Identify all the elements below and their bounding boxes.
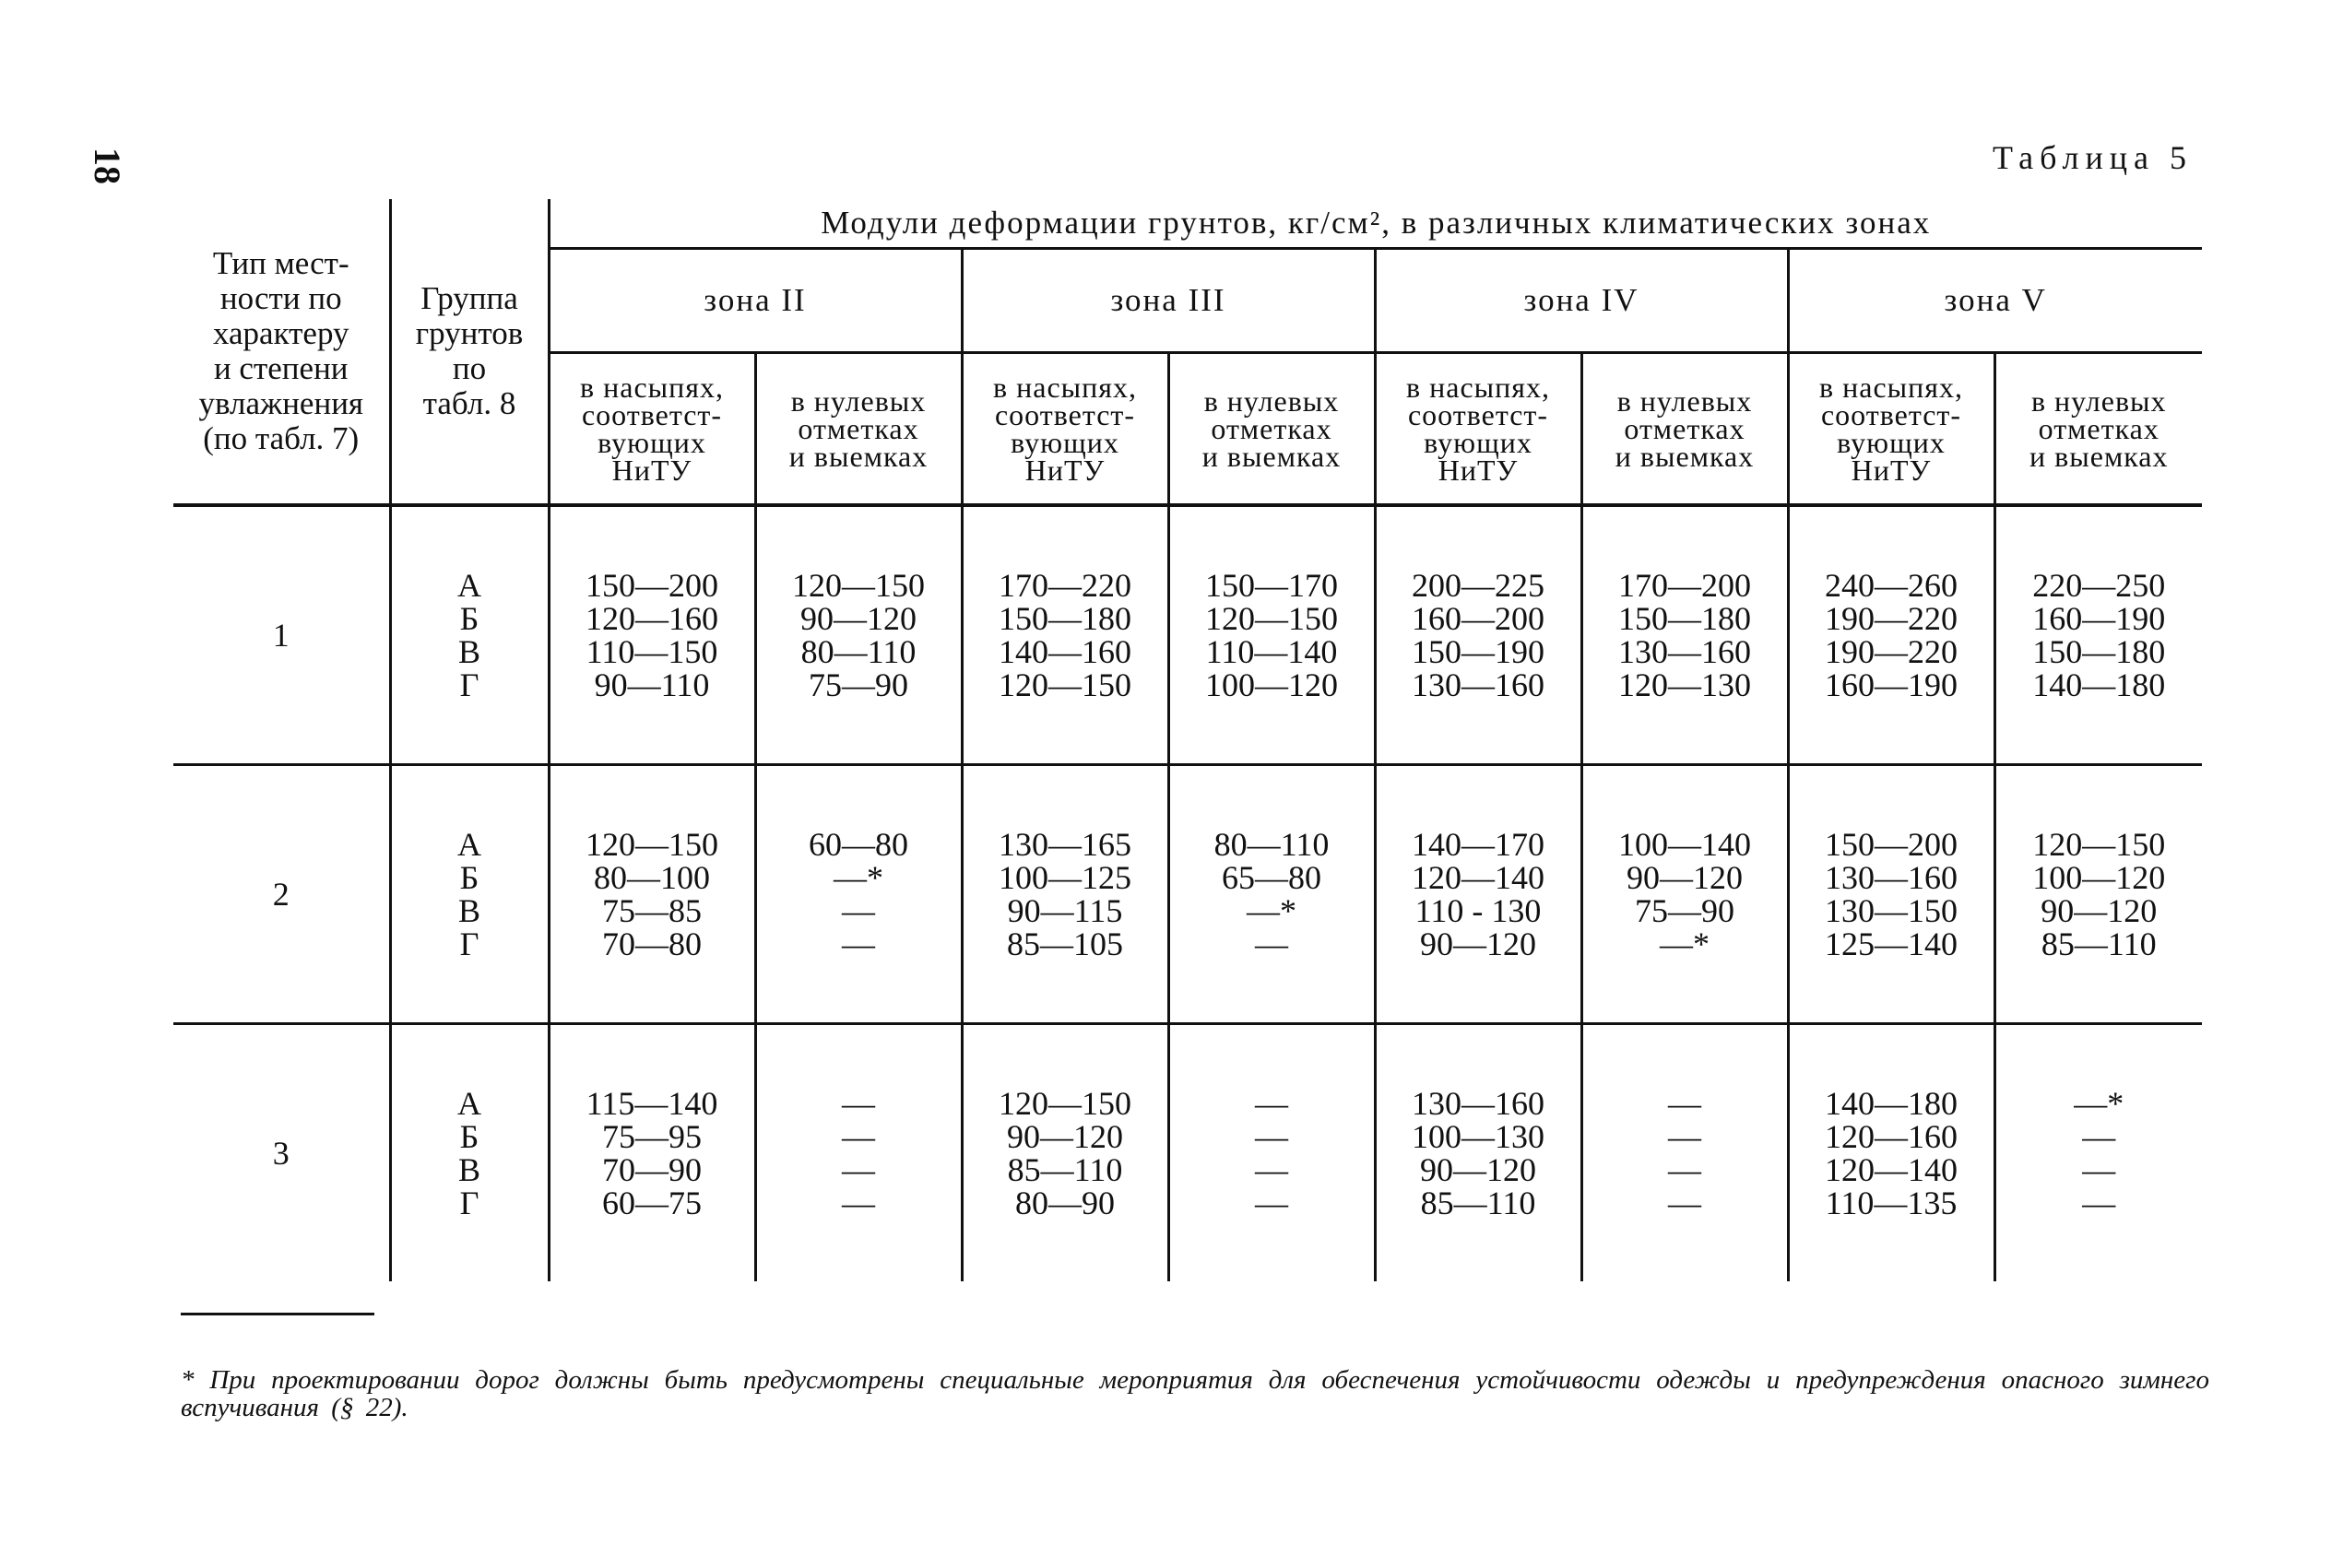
- terrain-type-cell: 3: [173, 1024, 390, 1282]
- modulus-cell: 140—180 120—160 120—140 110—135: [1788, 1024, 1994, 1282]
- modulus-cell: 80—110 65—80 —* —: [1168, 765, 1375, 1024]
- sub-embankment-header: в насыпях, соответст- вующих НиТУ: [1375, 353, 1581, 506]
- modulus-cell: 150—200 120—160 110—150 90—110: [549, 505, 755, 765]
- sub-zero-header: в нулевых отметках и выемках: [1581, 353, 1788, 506]
- modulus-cell: 130—160 100—130 90—120 85—110: [1375, 1024, 1581, 1282]
- zone-iv-header: зона IV: [1375, 249, 1788, 353]
- table-row: [173, 505, 2202, 765]
- modulus-cell: 150—200 130—160 130—150 125—140: [1788, 765, 1994, 1024]
- sub-embankment-header: в насыпях, соответст- вующих НиТУ: [962, 353, 1168, 506]
- modulus-cell: — — — —: [1168, 1024, 1375, 1282]
- sub-zero-header: в нулевых отметках и выемках: [1994, 353, 2202, 506]
- modulus-cell: 115—140 75—95 70—90 60—75: [549, 1024, 755, 1282]
- soil-group-cell: А Б В Г: [390, 765, 549, 1024]
- terrain-type-cell: 2: [173, 765, 390, 1024]
- modulus-cell: 170—220 150—180 140—160 120—150: [962, 505, 1168, 765]
- type-header: Тип мест- ности по характеру и степени увлажнения (по табл. 7): [198, 245, 364, 456]
- modulus-cell: 120—150 80—100 75—85 70—80: [549, 765, 755, 1024]
- soil-group-cell: А Б В Г: [390, 505, 549, 765]
- modulus-cell: 120—150 100—120 90—120 85—110: [1994, 765, 2202, 1024]
- modulus-cell: 140—170 120—140 110 - 130 90—120: [1375, 765, 1581, 1024]
- sub-embankment-header: в насыпях, соответст- вующих НиТУ: [549, 353, 755, 506]
- group-header: Группа грунтов по табл. 8: [390, 199, 549, 505]
- zone-v-header: зона V: [1788, 249, 2202, 353]
- page-number: 18: [87, 147, 128, 184]
- sub-zero-header: в нулевых отметках и выемках: [1168, 353, 1375, 506]
- table-row: [173, 765, 2202, 1024]
- sub-embankment-header: в насыпях, соответст- вующих НиТУ: [1788, 353, 1994, 506]
- modulus-cell: 130—165 100—125 90—115 85—105: [962, 765, 1168, 1024]
- footnote: * При проектировании дорог должны быть предусмотрены специальные мероприятия для обеспечения устойчивости одежды и предупреждения опасного зимнего вспучивания (§ 22).: [181, 1365, 2209, 1422]
- table-row: [173, 1024, 2202, 1282]
- modulus-cell: 240—260 190—220 190—220 160—190: [1788, 505, 1994, 765]
- footnote-divider: [181, 1313, 374, 1315]
- zone-ii-header: зона II: [549, 249, 962, 353]
- modulus-cell: 170—200 150—180 130—160 120—130: [1581, 505, 1788, 765]
- modulus-cell: — — — —: [1581, 1024, 1788, 1282]
- soil-modulus-table: [173, 199, 2202, 1281]
- modulus-cell: 120—150 90—120 85—110 80—90: [962, 1024, 1168, 1282]
- soil-group-cell: А Б В Г: [390, 1024, 549, 1282]
- modulus-cell: — — — —: [755, 1024, 962, 1282]
- modulus-cell: 120—150 90—120 80—110 75—90: [755, 505, 962, 765]
- modulus-cell: 100—140 90—120 75—90 —*: [1581, 765, 1788, 1024]
- modulus-cell: 150—170 120—150 110—140 100—120: [1168, 505, 1375, 765]
- zone-iii-header: зона III: [962, 249, 1375, 353]
- modules-title: Модули деформации грунтов, кг/см², в различных климатических зонах: [549, 199, 2202, 249]
- modulus-cell: —* — — —: [1994, 1024, 2202, 1282]
- modulus-cell: 200—225 160—200 150—190 130—160: [1375, 505, 1581, 765]
- modulus-cell: 220—250 160—190 150—180 140—180: [1994, 505, 2202, 765]
- sub-zero-header: в нулевых отметках и выемках: [755, 353, 962, 506]
- table-caption: Таблица 5: [1993, 139, 2193, 176]
- terrain-type-cell: 1: [173, 505, 390, 765]
- modulus-cell: 60—80 —* — —: [755, 765, 962, 1024]
